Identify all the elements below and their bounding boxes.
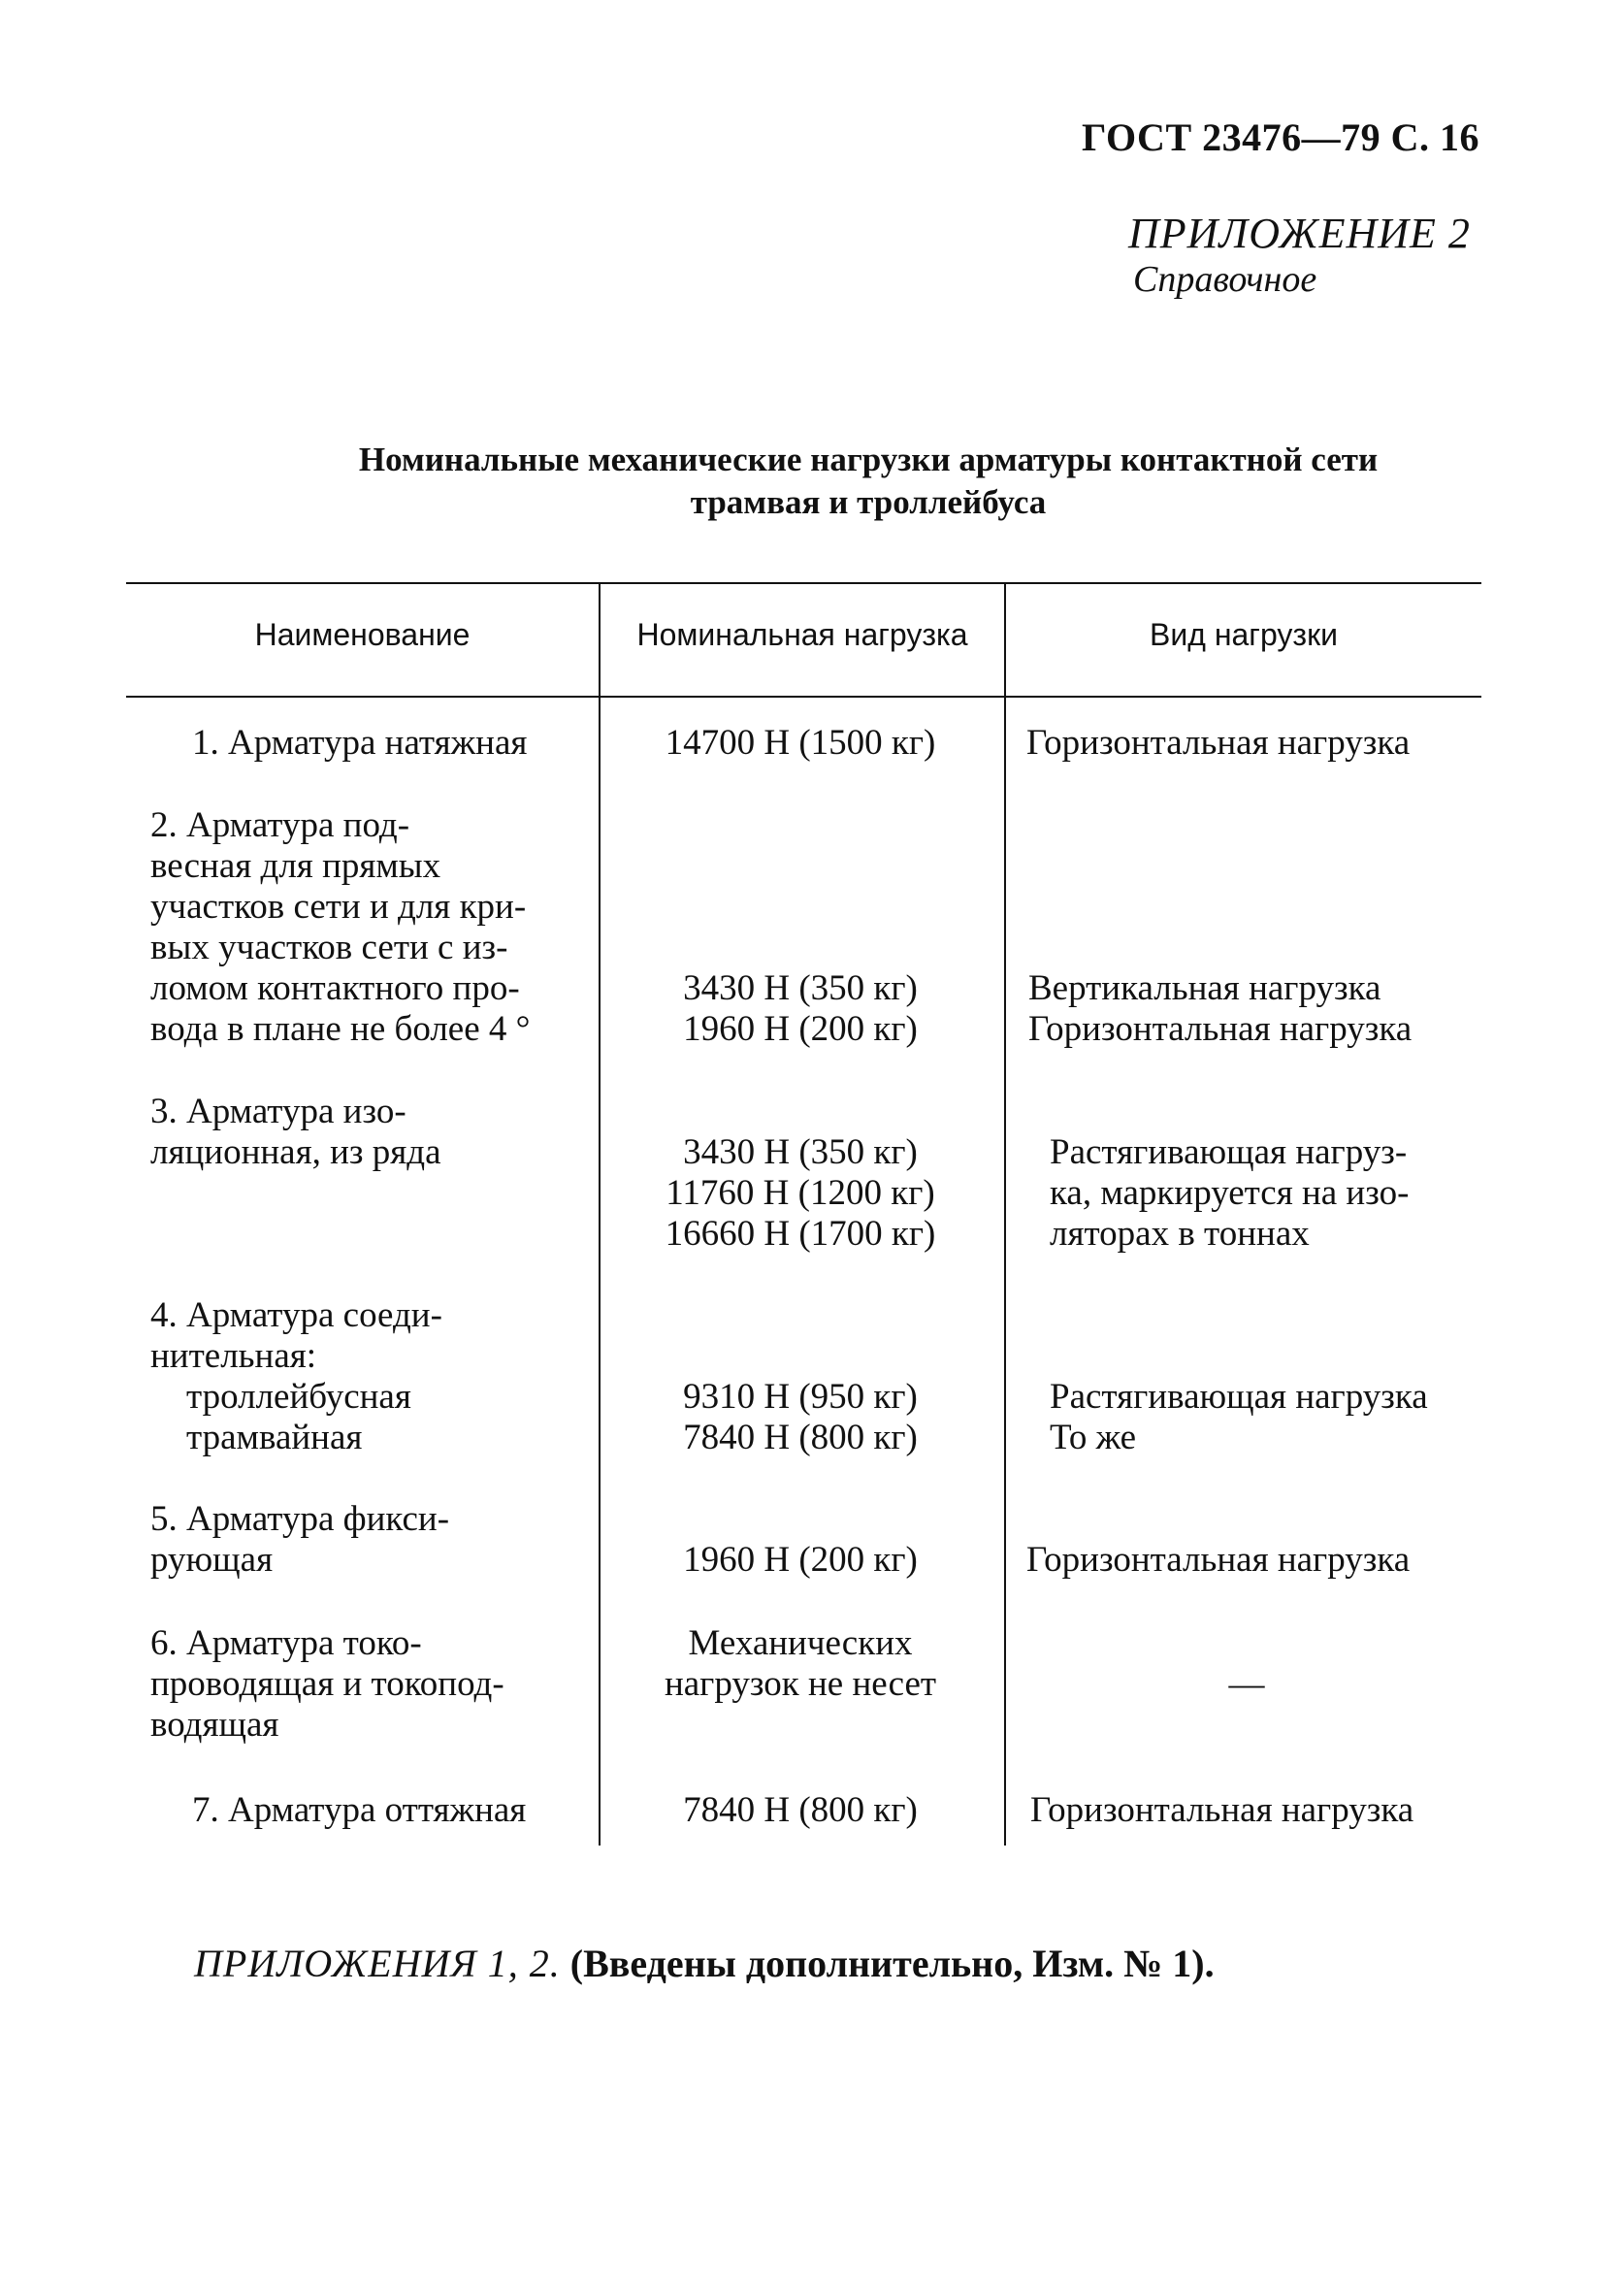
cell-name: 4. Арматура соеди- нительная: троллейбусная трамвайная [150,1295,442,1457]
appendix-title: ПРИЛОЖЕНИЕ 2 [1128,210,1471,257]
column-divider-2 [1004,582,1006,1846]
table-title-line-2: трамвая и троллейбуса [690,483,1047,521]
table-top-rule [126,582,1481,584]
table-header-rule [126,696,1481,698]
cell-name: 7. Арматура оттяжная [192,1790,527,1830]
column-divider-1 [599,582,601,1846]
cell-type: Горизонтальная нагрузка [1026,723,1411,763]
cell-name: 5. Арматура фикси- рующая [150,1499,450,1580]
cell-name: 3. Арматура изо- ляционная, из ряда [150,1092,441,1172]
appendix-subtitle: Справочное [1133,259,1317,300]
cell-type: Растягивающая нагруз- ка, маркируется на изо- ляторах в тоннах [1050,1132,1410,1254]
cell-load: 7840 Н (800 кг) [683,1790,918,1830]
footer-bold: (Введены дополнительно, Изм. № 1). [569,1942,1215,1985]
footer-italic: ПРИЛОЖЕНИЯ 1, 2. [194,1942,561,1985]
cell-type: Вертикальная нагрузка Горизонтальная нагрузка [1028,968,1413,1049]
header-name: Наименование [254,617,471,652]
cell-load: 1960 Н (200 кг) [683,1540,918,1580]
cell-name: 6. Арматура токо- проводящая и токопод- водящая [150,1623,504,1745]
header-type: Вид нагрузки [1150,617,1338,652]
table-title-line-1: Номинальные механические нагрузки арматуры контактной сети [358,441,1379,478]
cell-load: 9310 Н (950 кг) 7840 Н (800 кг) [683,1377,918,1457]
header-load: Номинальная нагрузка [636,617,968,652]
cell-type: — [1228,1664,1265,1704]
cell-name: 2. Арматура под- весная для прямых участков сети и для кри- вых участков сети с из- ломом контактного про- вода в плане не более 4 ° [150,805,531,1049]
cell-load: 3430 Н (350 кг) 11760 Н (1200 кг) 16660 Н (1700 кг) [665,1132,936,1254]
cell-load: Механических нагрузок не несет [664,1623,937,1704]
footer-note [194,1941,1215,1986]
cell-load: 14700 Н (1500 кг) [665,723,936,763]
cell-type: Растягивающая нагрузка То же [1050,1377,1428,1457]
cell-type: Горизонтальная нагрузка [1030,1790,1414,1830]
page-header: ГОСТ 23476—79 С. 16 [1082,115,1480,159]
cell-type: Горизонтальная нагрузка [1026,1540,1411,1580]
cell-name: 1. Арматура натяжная [192,723,528,763]
cell-load: 3430 Н (350 кг) 1960 Н (200 кг) [683,968,918,1049]
